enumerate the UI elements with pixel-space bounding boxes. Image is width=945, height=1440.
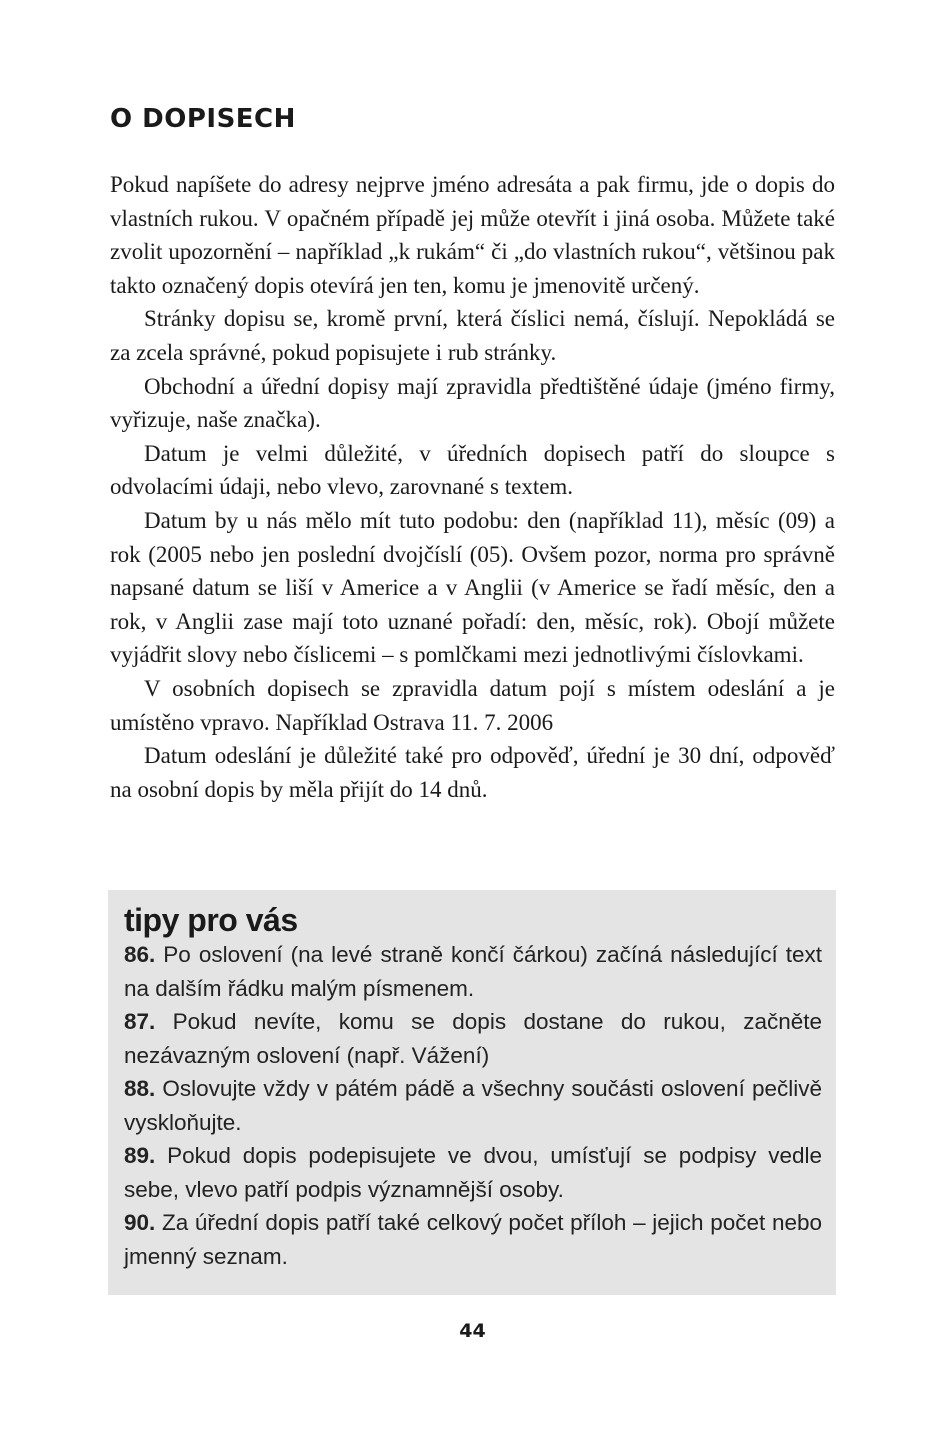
tip-text: Oslovujte vždy v pátém pádě a všechny součásti oslovení pečlivě vyskloňujte.: [124, 1076, 822, 1135]
tip-text: Pokud nevíte, komu se dopis dostane do rukou, začněte nezávazným oslovení (např. Vážení): [124, 1009, 822, 1068]
tip-item: [124, 938, 822, 1005]
paragraph: Obchodní a úřední dopisy mají zpravidla předtištěné údaje (jméno firmy, vyřizuje, naše značka).: [110, 373, 835, 433]
paragraph: Datum je velmi důležité, v úředních dopisech patří do sloupce s odvolacími údaji, nebo vlevo, zarovnané s textem.: [110, 440, 835, 500]
tip-text: Za úřední dopis patří také celkový počet příloh – jejich počet nebo jmenný seznam.: [124, 1210, 822, 1269]
body-text: [110, 168, 835, 806]
paragraph: Datum by u nás mělo mít tuto podobu: den (například 11), měsíc (09) a rok (2005 nebo jen poslední dvojčíslí (05). Ovšem pozor, norma pro správně napsané datum se liší v Americe a v Anglii (v Americe se řadí měsíc, den a rok, v Anglii zase mají toto uznané pořadí: den, měsíc, rok). Obojí můžete vyjádřit slovy nebo číslicemi – s pomlčkami mezi jednotlivými číslovkami.: [110, 507, 835, 668]
tip-text: Po oslovení (na levé straně končí čárkou) začíná následující text na dalším řádku malým písmenem.: [124, 942, 822, 1001]
tip-number: 88.: [124, 1076, 156, 1101]
paragraph: Pokud napíšete do adresy nejprve jméno adresáta a pak firmu, jde o dopis do vlastních rukou. V opačném případě jej může otevřít i jiná osoba. Můžete také zvolit upozornění – například „k rukám“ či „do vlastních rukou“, většinou pak takto označený dopis otevírá jen ten, komu je jmenovitě určený.: [110, 172, 835, 298]
tip-item: [124, 1139, 822, 1206]
tip-number: 90.: [124, 1210, 156, 1235]
tips-box: [108, 890, 836, 1295]
tip-number: 89.: [124, 1143, 156, 1168]
tip-number: 86.: [124, 942, 156, 967]
tip-text: Pokud dopis podepisujete ve dvou, umísťují se podpisy vedle sebe, vlevo patří podpis významnější osoby.: [124, 1143, 822, 1202]
page-title: O DOPISECH: [110, 104, 296, 134]
page-number: 44: [459, 1320, 486, 1342]
paragraph: Stránky dopisu se, kromě první, která číslici nemá, číslují. Nepokládá se za zcela správné, pokud popisujete i rub stránky.: [110, 306, 835, 365]
tip-number: 87.: [124, 1009, 156, 1034]
tips-heading: tipy pro vás: [124, 902, 298, 938]
paragraph: V osobních dopisech se zpravidla datum pojí s místem odeslání a je umístěno vpravo. Například Ostrava 11. 7. 2006: [110, 675, 835, 735]
tip-item: [124, 1005, 822, 1072]
tip-item: [124, 1206, 822, 1273]
tip-item: [124, 1072, 822, 1139]
paragraph: Datum odeslání je důležité také pro odpověď, úřední je 30 dní, odpověď na osobní dopis by měla přijít do 14 dnů.: [110, 743, 835, 802]
